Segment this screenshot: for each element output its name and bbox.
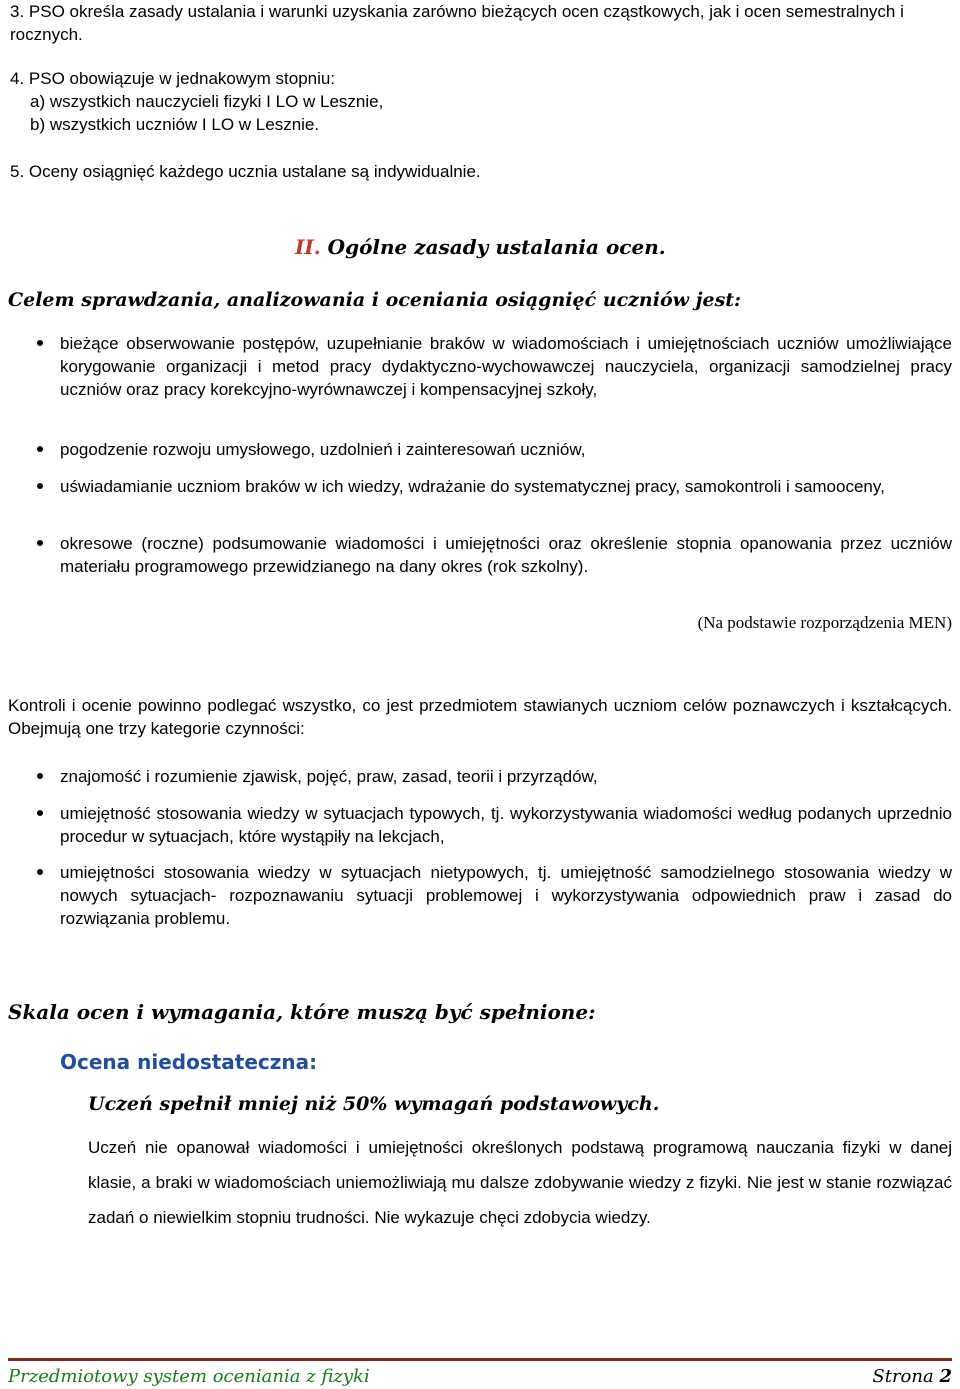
bullet-icon [37,810,43,816]
uczen-description: Uczeń nie opanował wiadomości i umiejętności określonych podstawą programową nauczania fizyki w danej klasie, a braki w wiadomościach uniemożliwiają mu dalsze zdobywanie wiedzy z fizyki. Nie jest w stanie rozwiązać zadań o niewielkim stopniu trudności. Nie wykazuje chęci zdobycia wiedzy. [88,1138,952,1227]
celem-item-2: pogodzenie rozwoju umysłowego, uzdolnień i zainteresowań uczniów, [60,440,586,459]
kategoria-item-1: znajomość i rozumienie zjawisk, pojęć, praw, zasad, teorii i przyrządów, [60,767,598,786]
section-number: II. [295,235,321,259]
section-title: Ogólne zasady ustalania ocen. [327,235,666,259]
page-label: Strona [872,1366,934,1387]
page-number: 2 [939,1366,952,1387]
source-note: (Na podstawie rozporządzenia MEN) [697,613,952,632]
celem-item-1: bieżące obserwowanie postępów, uzupełnianie braków w wiadomościach i umiejętnościach uczniów umożliwiające korygowanie organizacji i metod pracy dydaktyczno-wychowawczej nauczyciela, organizacji samodzielnej pracy uczniów oraz pracy korekcyjno-wyrównawczej i kompensacyjnej szkoły, [60,334,952,399]
bullet-icon [37,540,43,546]
list-item-4-lead: 4. PSO obowiązuje w jednakowym stopniu: [10,69,336,88]
kategoria-item-3: umiejętności stosowania wiedzy w sytuacjach nietypowych, tj. umiejętność samodzielnego stosowania wiedzy w nowych sytuacjach- rozpoznawaniu sytuacji problemowej i wykorzystywania odpowiednich praw i zasad do rozwiązania problemu. [60,863,952,928]
list-item-4a: a) wszystkich nauczycieli fizyki I LO w Lesznie, [30,92,384,111]
footer-rule [8,1358,952,1361]
bullet-icon [37,773,43,779]
list-item-5: 5. Oceny osiągnięć każdego ucznia ustalane są indywidualnie. [10,162,481,181]
ocena-heading: Ocena niedostateczna: [60,1050,318,1074]
list-item-4b: b) wszystkich uczniów I LO w Lesznie. [30,115,320,134]
skala-heading: Skala ocen i wymagania, które muszą być spełnione: [8,1000,596,1024]
bullet-icon [37,340,43,346]
list-item-3: 3. PSO określa zasady ustalania i warunki uzyskania zarówno bieżących ocen cząstkowych, jak i ocen semestralnych i rocznych. [10,2,904,44]
footer-title: Przedmiotowy system oceniania z fizyki [8,1366,370,1387]
bullet-icon [37,869,43,875]
celem-item-3: uświadamianie uczniom braków w ich wiedzy, wdrażanie do systematycznej pracy, samokontroli i samooceny, [60,477,885,496]
kontrola-paragraph: Kontroli i ocenie powinno podlegać wszystko, co jest przedmiotem stawianych uczniom celów poznawczych i kształcących. Obejmują one trzy kategorie czynności: [8,696,952,738]
footer-page [872,1365,952,1389]
kategoria-item-2: umiejętność stosowania wiedzy w sytuacjach typowych, tj. wykorzystywania wiadomości według podanych uprzednio procedur w sytuacjach, które wystąpiły na lekcjach, [60,804,952,846]
bullet-icon [37,483,43,489]
bullet-icon [37,446,43,452]
celem-heading: Celem sprawdzania, analizowania i oceniania osiągnięć uczniów jest: [8,289,742,311]
section-heading [295,233,666,261]
celem-item-4: okresowe (roczne) podsumowanie wiadomości i umiejętności oraz określenie stopnia opanowania przez uczniów materiału programowego przewidzianego na dany okres (rok szkolny). [60,534,952,576]
list-item-4 [10,67,950,136]
uczen-requirement: Uczeń spełnił mniej niż 50% wymagań podstawowych. [88,1093,660,1115]
